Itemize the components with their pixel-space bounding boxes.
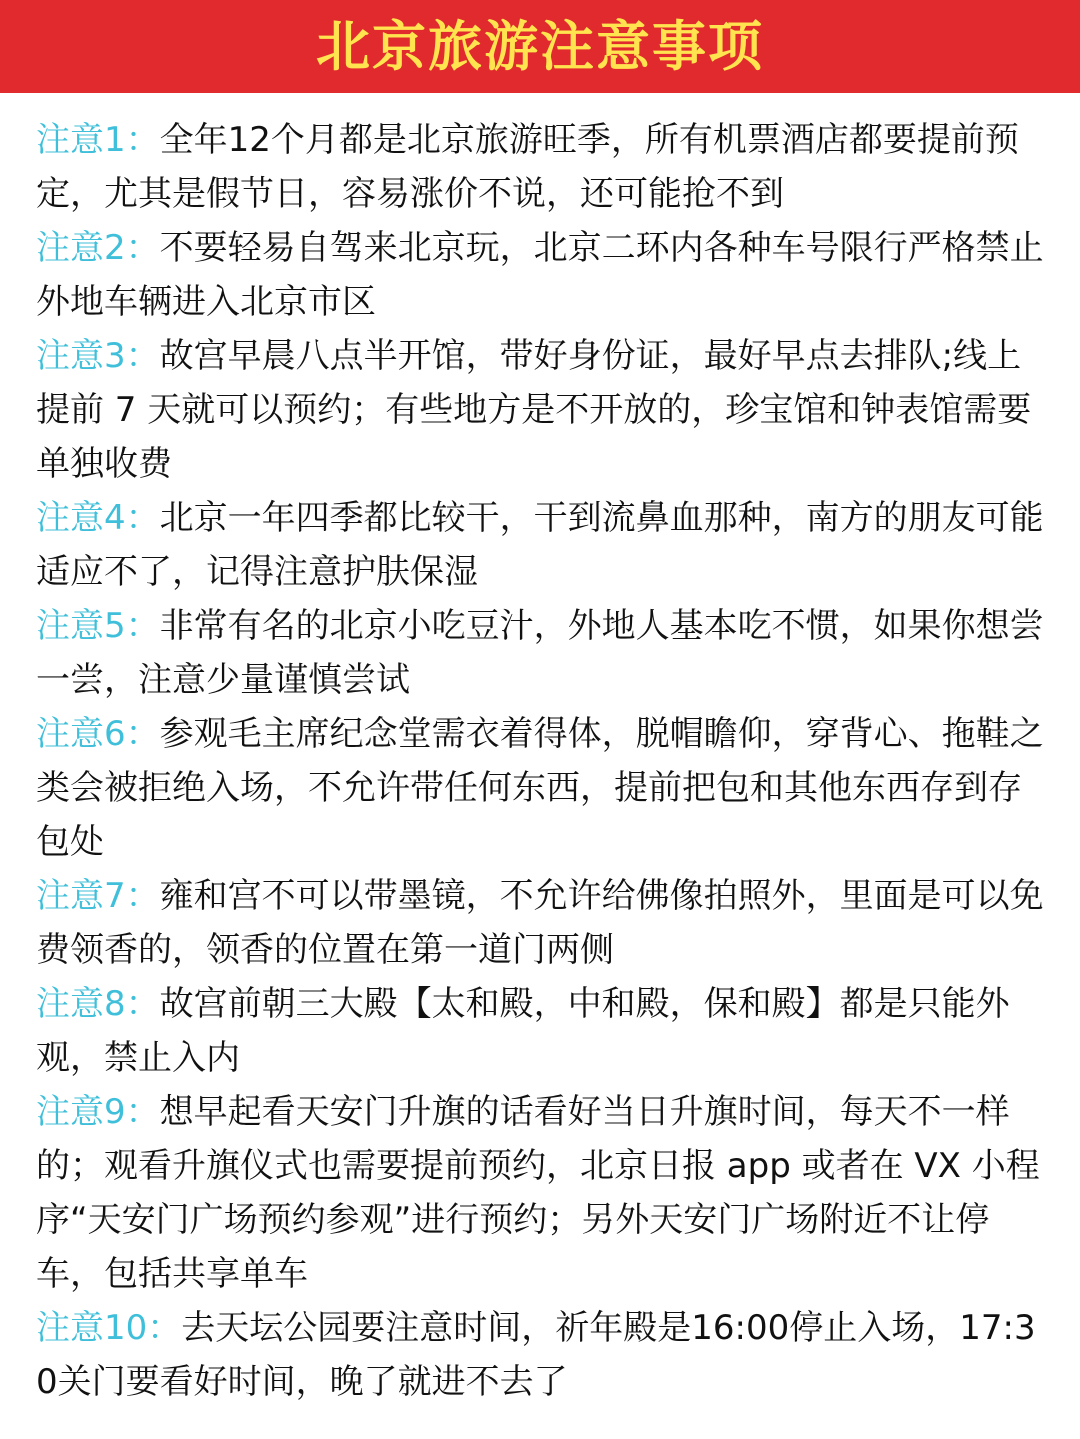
note-item bbox=[36, 491, 1048, 599]
note-label: 注意2： bbox=[36, 228, 160, 268]
note-item bbox=[36, 1085, 1048, 1301]
note-text: 想早起看天安门升旗的话看好当日升旗时间，每天不一样的；观看升旗仪式也需要提前预约，北京日报 app 或者在 VX 小程序“天安门广场预约参观”进行预约；另外天安门广场附近不让停车，包括共享单车 bbox=[36, 1092, 1040, 1294]
note-label: 注意5： bbox=[36, 606, 160, 646]
note-text: 故宫早晨八点半开馆，带好身份证，最好早点去排队;线上提前 7 天就可以预约；有些地方是不开放的，珍宝馆和钟表馆需要单独收费 bbox=[36, 336, 1032, 484]
note-item bbox=[36, 869, 1048, 977]
note-text: 不要轻易自驾来北京玩，北京二环内各种车号限行严格禁止外地车辆进入北京市区 bbox=[36, 228, 1044, 322]
note-text: 全年12个月都是北京旅游旺季，所有机票酒店都要提前预定，尤其是假节日，容易涨价不说，还可能抢不到 bbox=[36, 120, 1019, 214]
note-text: 参观毛主席纪念堂需衣着得体，脱帽瞻仰，穿背心、拖鞋之类会被拒绝入场，不允许带任何东西，提前把包和其他东西存到存包处 bbox=[36, 714, 1044, 862]
note-label: 注意8： bbox=[36, 984, 160, 1024]
note-item bbox=[36, 113, 1048, 221]
note-item bbox=[36, 707, 1048, 869]
note-item bbox=[36, 599, 1048, 707]
note-text: 雍和宫不可以带墨镜，不允许给佛像拍照外，里面是可以免费领香的，领香的位置在第一道门两侧 bbox=[36, 876, 1044, 970]
note-text: 故宫前朝三大殿【太和殿，中和殿，保和殿】都是只能外观，禁止入内 bbox=[36, 984, 1010, 1078]
note-item bbox=[36, 329, 1048, 491]
note-label: 注意7： bbox=[36, 876, 160, 916]
note-label: 注意6： bbox=[36, 714, 160, 754]
note-item bbox=[36, 1301, 1048, 1409]
notes-list bbox=[0, 93, 1080, 1409]
note-item bbox=[36, 221, 1048, 329]
note-label: 注意4： bbox=[36, 498, 160, 538]
title-banner bbox=[0, 0, 1080, 93]
note-label: 注意1： bbox=[36, 120, 160, 160]
note-text: 去天坛公园要注意时间，祈年殿是16:00停止入场，17:30关门要看好时间，晚了就进不去了 bbox=[36, 1308, 1036, 1402]
note-text: 非常有名的北京小吃豆汁，外地人基本吃不惯，如果你想尝一尝，注意少量谨慎尝试 bbox=[36, 606, 1044, 700]
note-label: 注意3： bbox=[36, 336, 160, 376]
note-label: 注意9： bbox=[36, 1092, 160, 1132]
page-title: 北京旅游注意事项 bbox=[316, 14, 764, 78]
note-item bbox=[36, 977, 1048, 1085]
note-text: 北京一年四季都比较干，干到流鼻血那种，南方的朋友可能适应不了，记得注意护肤保湿 bbox=[36, 498, 1044, 592]
note-label: 注意10： bbox=[36, 1308, 182, 1348]
